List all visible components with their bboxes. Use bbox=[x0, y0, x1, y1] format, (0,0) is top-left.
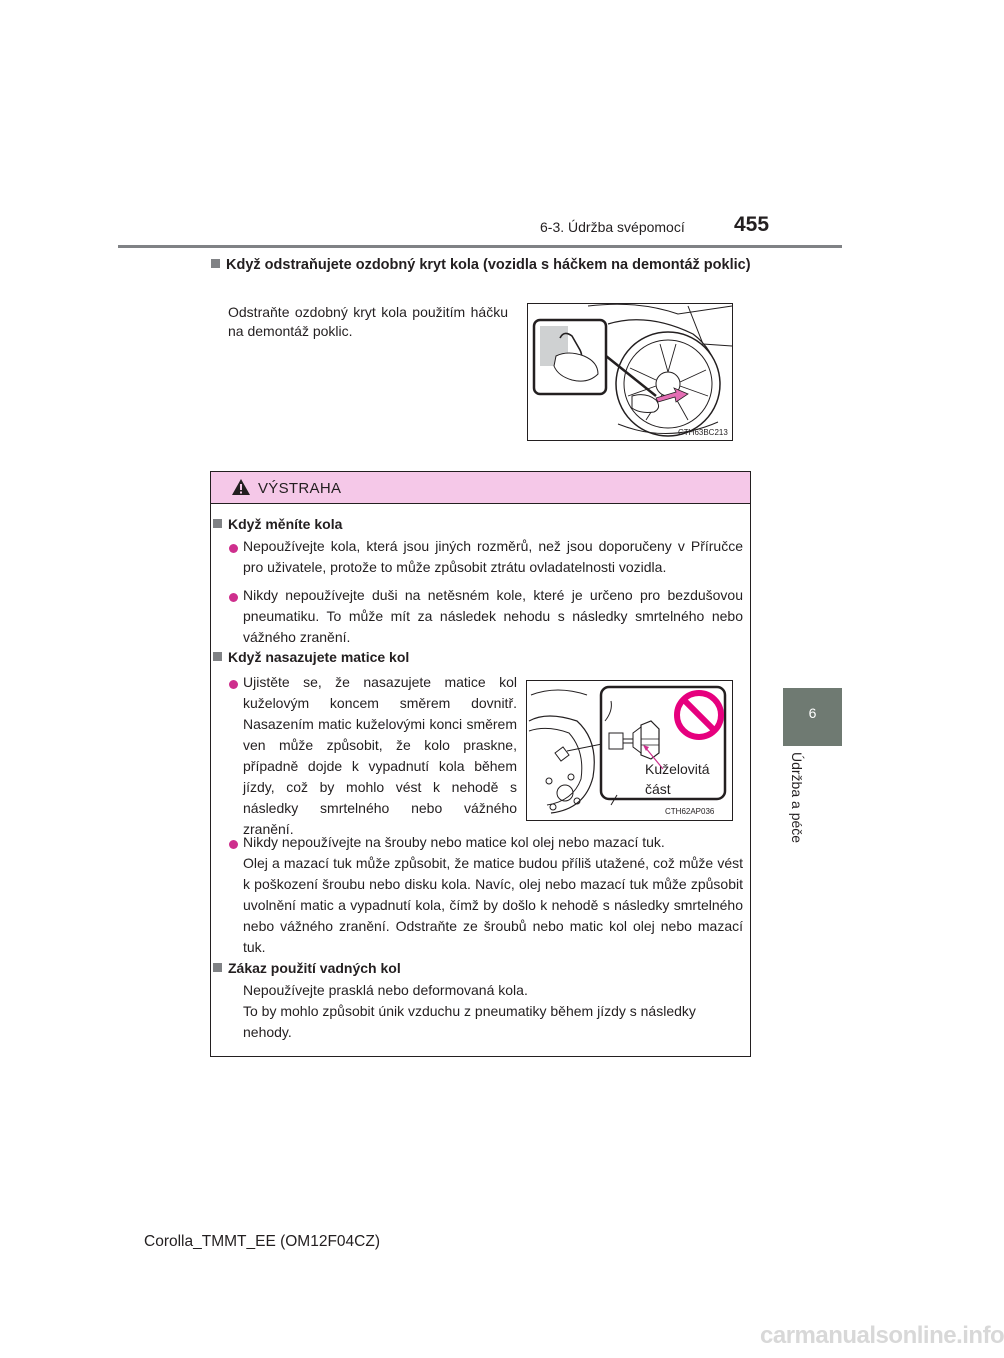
hubcap-removal-drawing bbox=[528, 304, 732, 440]
bullet-icon bbox=[229, 544, 238, 553]
bullet-icon bbox=[229, 593, 238, 602]
chapter-title: Údržba a péče bbox=[789, 752, 805, 844]
square-bullet-icon bbox=[213, 963, 222, 972]
section-text: Odstraňte ozdobný kryt kola použitím háčku na demontáž poklic. bbox=[228, 304, 508, 339]
wheel-nut-illustration bbox=[526, 680, 733, 821]
warning-title: VÝSTRAHA bbox=[258, 480, 342, 497]
section-heading bbox=[211, 255, 756, 275]
warning-subheading-text: Když měníte kola bbox=[228, 516, 343, 532]
warning-bullet: Ujistěte se, že nasazujete matice kol kuželovým koncem směrem dovnitř. Nasazením matic kuželovými konci směrem ven může způsobit, že kolo praskne, případně dojde k vypadnutí kola během jízdy, což by mohlo vést k nehodě s následky smrtelného nebo vážného zranění. bbox=[243, 674, 517, 837]
warning-bullet: Nikdy nepoužívejte na šrouby nebo matice kol olej nebo mazací tuk. bbox=[243, 834, 665, 850]
warning-bullet: Nikdy nepoužívejte duši na netěsném kole, které je určeno pro bezdušovou pneumatiku. To může mít za následek nehodu s následky smrtelného nebo vážného zranění. bbox=[243, 587, 743, 645]
square-bullet-icon bbox=[211, 259, 220, 268]
warning-line: Nepoužívejte prasklá nebo deformovaná kola. bbox=[243, 982, 528, 998]
footer-model-code: Corolla_TMMT_EE (OM12F04CZ) bbox=[144, 1233, 380, 1250]
warning-bullet: Nepoužívejte kola, která jsou jiných rozměrů, než jsou doporučeny v Příručce pro uživatele, protože to může způsobit ztrátu ovladatelnosti vozidla. bbox=[243, 538, 743, 575]
warning-line: To by mohlo způsobit únik vzduchu z pneumatiky během jízdy s následky nehody. bbox=[243, 1003, 696, 1040]
bullet-icon bbox=[229, 840, 238, 849]
tapered-part-label-line2: část bbox=[645, 781, 671, 797]
figure-code: CTH62AP036 bbox=[665, 807, 715, 816]
chapter-number: 6 bbox=[808, 705, 817, 721]
tapered-part-label: Kuželovitá bbox=[645, 761, 710, 777]
page-number: 455 bbox=[734, 213, 770, 236]
warning-bullet-continuation: Olej a mazací tuk může způsobit, že matice budou příliš utažené, což může vést k poškození šroubu nebo disku kola. Navíc, olej nebo mazací tuk může způsobit uvolnění matic a vypadnutí kola, čímž by došlo k nehodě s následky smrtelného nebo vážného zranění. Odstraňte ze šroubů nebo matic kol olej nebo mazací tuk. bbox=[243, 855, 743, 955]
section-heading-text: Když odstraňujete ozdobný kryt kola (vozidla s háčkem na demontáž poklic) bbox=[226, 257, 751, 273]
warning-subheading bbox=[213, 958, 401, 979]
square-bullet-icon bbox=[213, 519, 222, 528]
running-header-section: 6-3. Údržba svépomocí bbox=[540, 219, 685, 235]
warning-subheading-text: Zákaz použití vadných kol bbox=[228, 960, 401, 976]
square-bullet-icon bbox=[213, 652, 222, 661]
bullet-icon bbox=[229, 680, 238, 689]
watermark: carmanualsonline.info bbox=[760, 1322, 1004, 1349]
warning-subheading bbox=[213, 514, 342, 535]
figure-code: CTH63BC213 bbox=[678, 428, 728, 437]
header-rule bbox=[118, 245, 842, 248]
hubcap-removal-illustration bbox=[527, 303, 733, 441]
wheel-nut-drawing bbox=[527, 681, 732, 820]
warning-subheading bbox=[213, 647, 409, 668]
warning-triangle-icon bbox=[231, 478, 251, 496]
warning-header bbox=[211, 472, 750, 504]
chapter-tab bbox=[783, 688, 842, 746]
warning-subheading-text: Když nasazujete matice kol bbox=[228, 649, 410, 665]
